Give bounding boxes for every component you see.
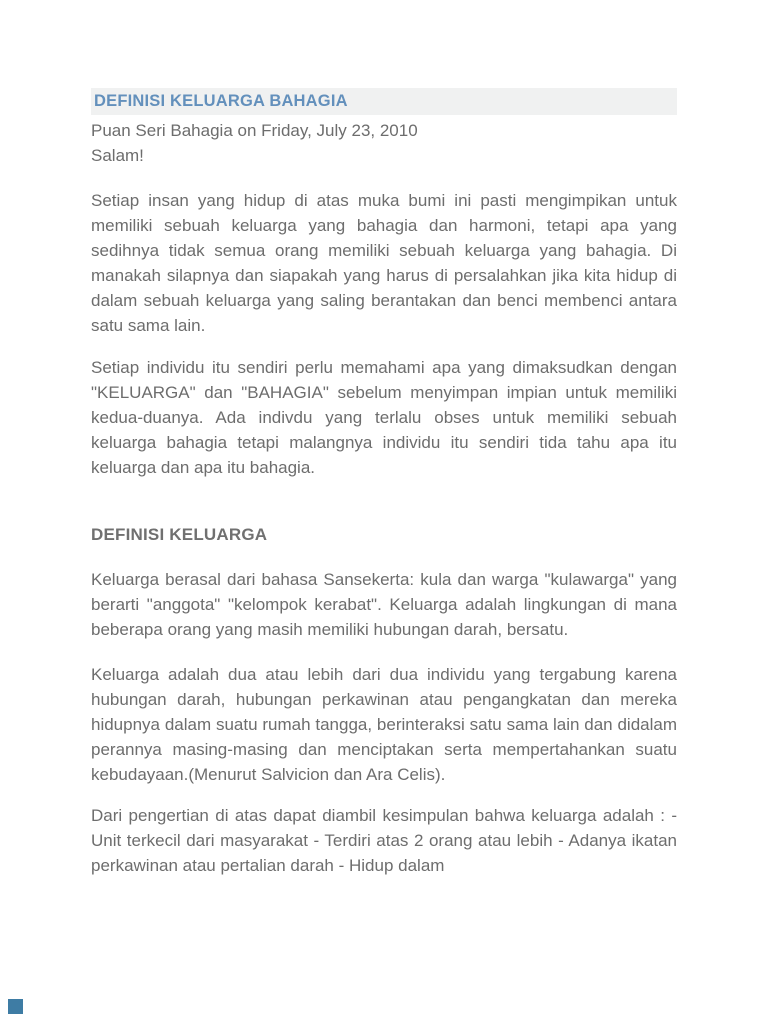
page-corner-mark	[8, 999, 23, 1014]
greeting-text: Salam!	[91, 146, 144, 165]
article-byline: Puan Seri Bahagia on Friday, July 23, 2010	[91, 121, 418, 140]
section-paragraph: Keluarga berasal dari bahasa Sansekerta: kula dan warga "kulawarga" yang berarti "anggota" "kelompok kerabat". Keluarga adalah lingkungan di mana beberapa orang yang masih memiliki hubungan darah, bersatu.	[91, 570, 677, 639]
article-title-bar	[91, 88, 677, 115]
article-title: DEFINISI KELUARGA BAHAGIA	[94, 92, 348, 110]
section-heading: DEFINISI KELUARGA	[91, 525, 268, 544]
section-paragraph: Keluarga adalah dua atau lebih dari dua individu yang tergabung karena hubungan darah, hubungan perkawinan atau pengangkatan dan mereka hidupnya dalam suatu rumah tangga, berinteraksi satu sama lain dan didalam perannya masing-masing dan menciptakan serta mempertahankan suatu kebudayaan.(Menurut Salvicion dan Ara Celis).	[91, 665, 677, 784]
intro-paragraph: Setiap insan yang hidup di atas muka bumi ini pasti mengimpikan untuk memiliki sebuah keluarga yang bahagia dan harmoni, tetapi apa yang sedihnya tidak semua orang memiliki sebuah keluarga yang bahagia. Di manakah silapnya dan siapakah yang harus di persalahkan jika kita hidup di dalam sebuah keluarga yang saling berantakan dan benci membenci antara satu sama lain.	[91, 191, 677, 335]
section-paragraph: Dari pengertian di atas dapat diambil kesimpulan bahwa keluarga adalah : - Unit terkecil dari masyarakat - Terdiri atas 2 orang atau lebih - Adanya ikatan perkawinan atau pertalian darah - Hidup dalam	[91, 806, 677, 875]
intro-paragraph: Setiap individu itu sendiri perlu memahami apa yang dimaksudkan dengan "KELUARGA" dan "BAHAGIA" sebelum menyimpan impian untuk memiliki kedua-duanya. Ada indivdu yang terlalu obses untuk memiliki sebuah keluarga bahagia tetapi malangnya individu itu sendiri tida tahu apa itu keluarga dan apa itu bahagia.	[91, 358, 677, 477]
article	[91, 88, 677, 878]
